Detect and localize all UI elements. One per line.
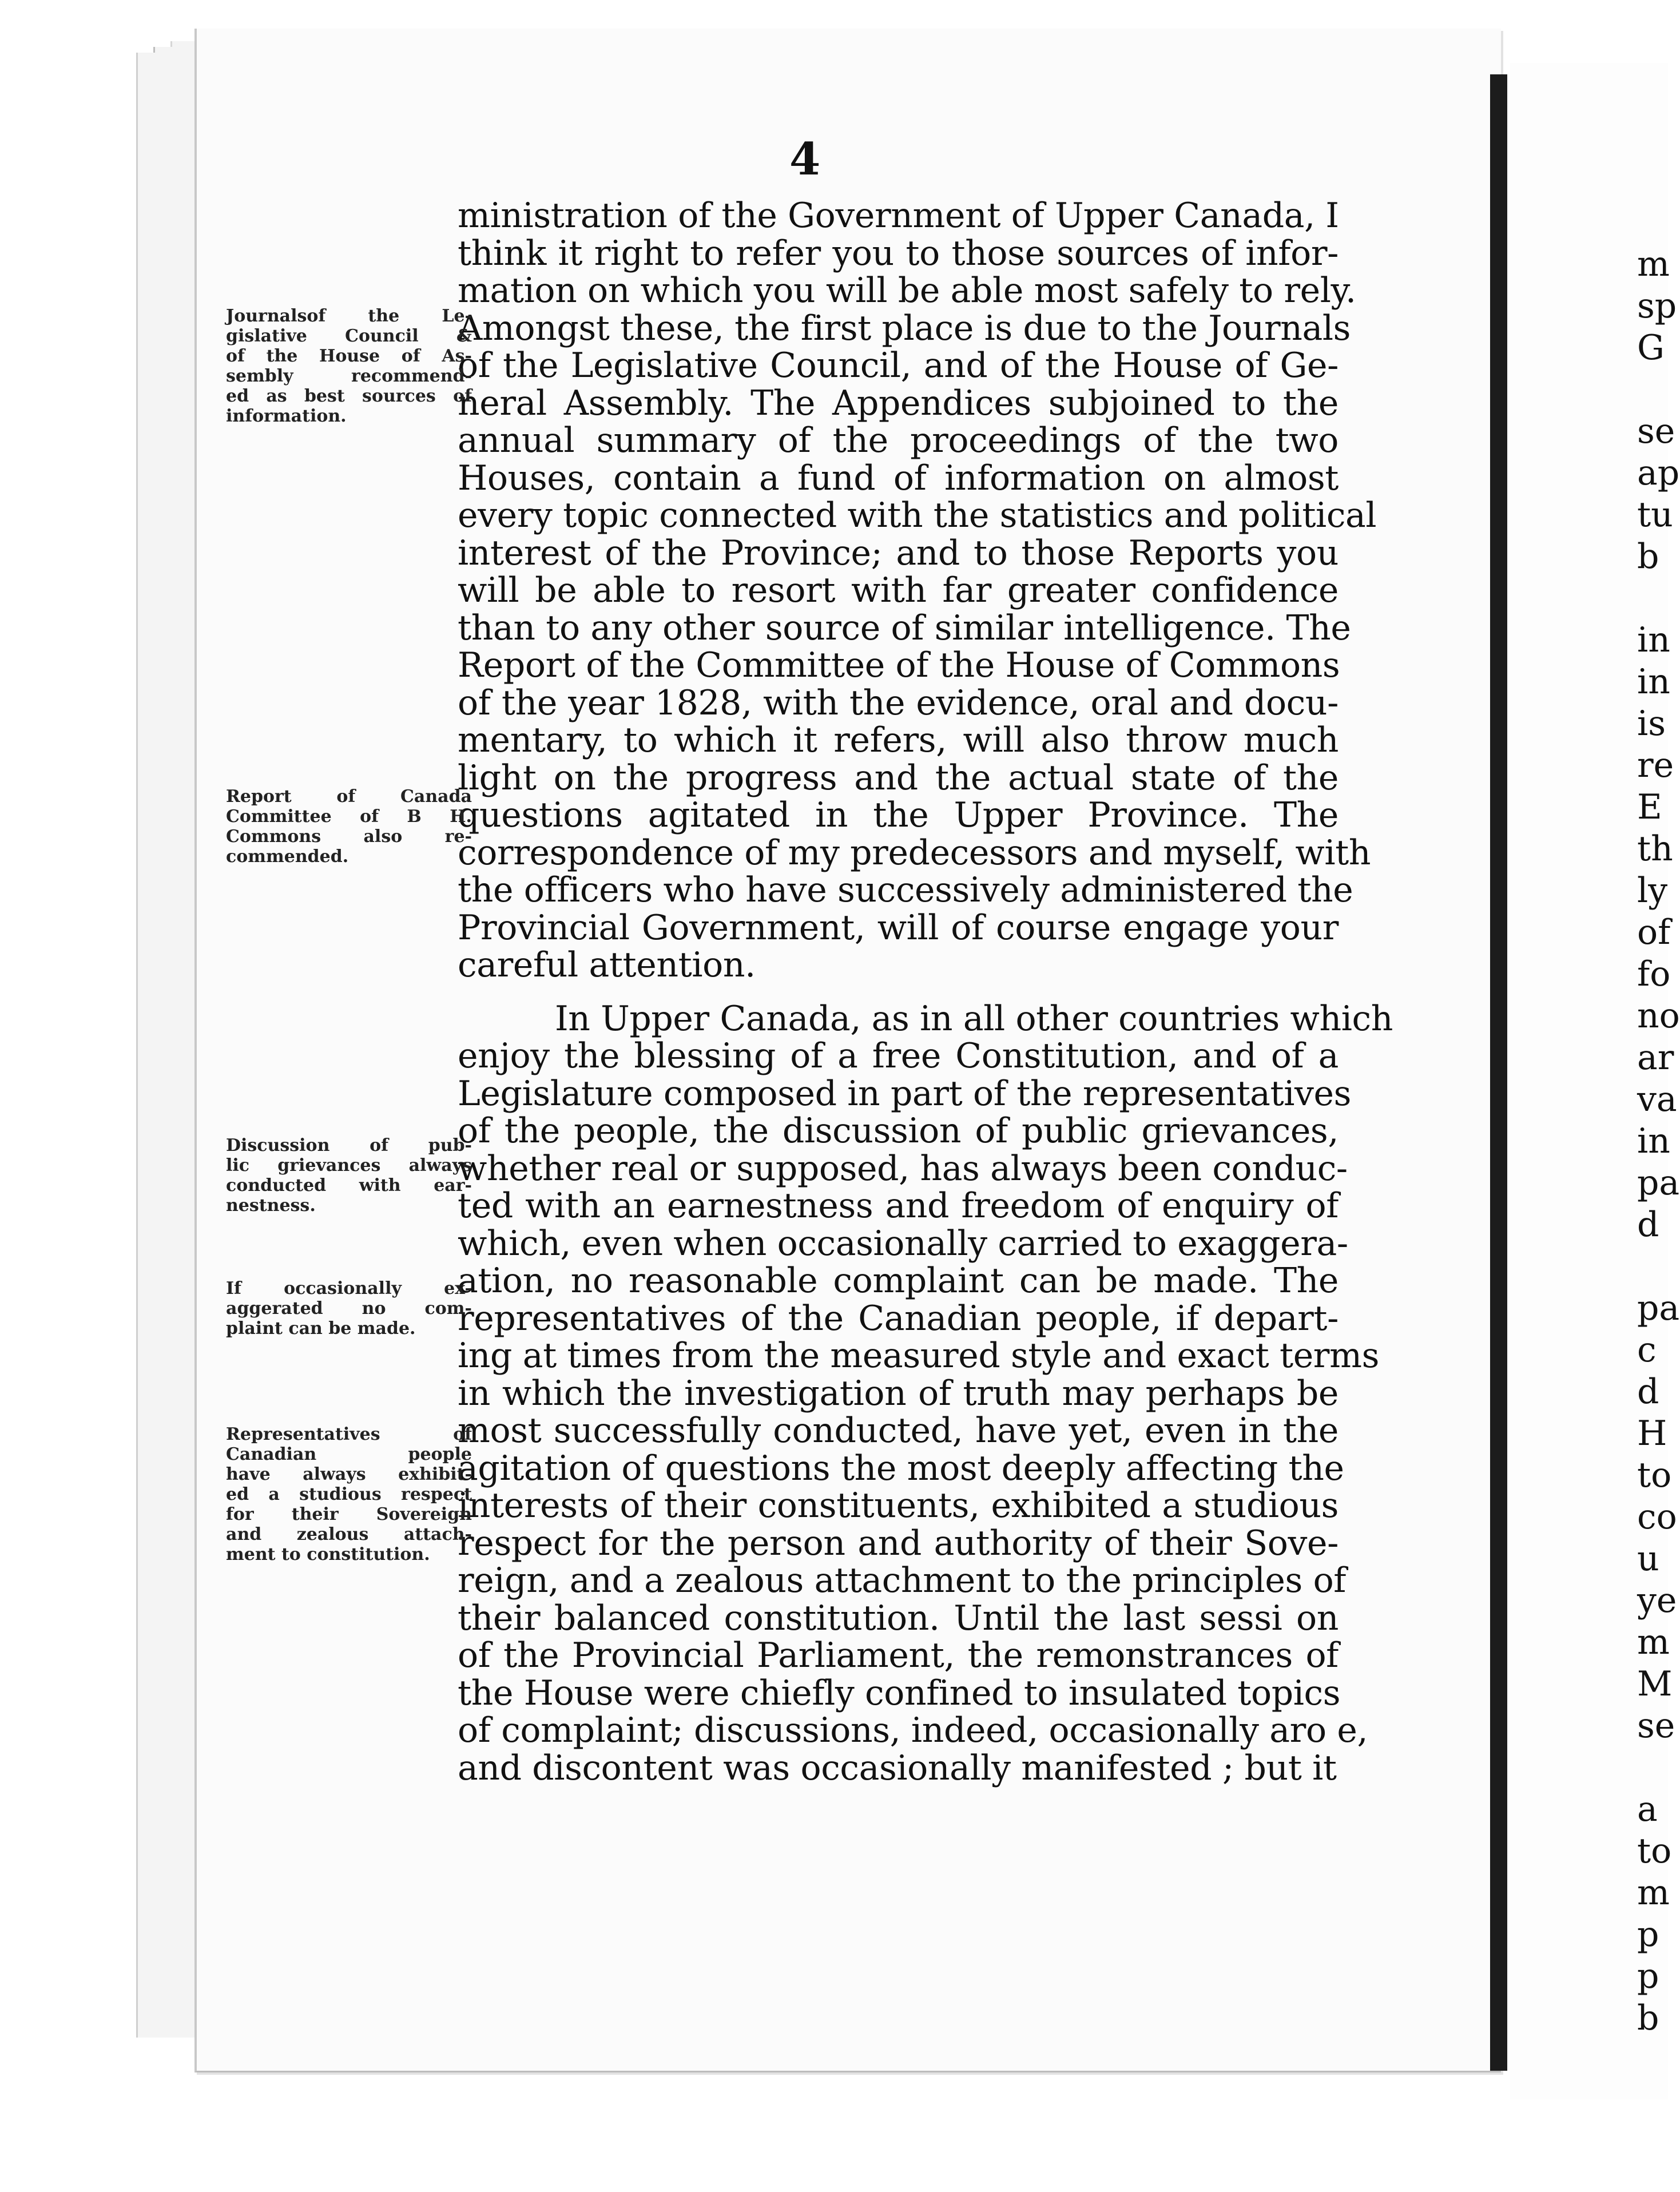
text-line: the House were chiefly confined to insulated topics <box>458 1673 1341 1713</box>
text-line: ministration of the Government of Upper Canada, I <box>458 196 1339 236</box>
text-line: In Upper Canada, as in all other countries which <box>555 998 1393 1039</box>
facing-page-fragment: p <box>1637 1956 1659 1996</box>
text-line: reign, and a zealous attachment to the principles of <box>458 1560 1347 1601</box>
margin-note-line: aggerated no com- <box>226 1298 472 1319</box>
text-line: questions agitated in the Upper Province. The <box>458 795 1339 835</box>
facing-page-fragment: ap <box>1637 453 1680 493</box>
facing-page-fragment: re <box>1637 745 1674 785</box>
facing-page-fragment: th <box>1637 829 1673 869</box>
facing-page-fragment: fo <box>1637 954 1671 994</box>
facing-page-fragment: co <box>1637 1497 1677 1537</box>
facing-page-fragment: tu <box>1637 495 1673 535</box>
margin-note-line: lic grievances always <box>226 1155 472 1176</box>
margin-note-line: commended. <box>226 847 349 867</box>
text-line: most successfully conducted, have yet, even in the <box>458 1411 1339 1451</box>
facing-page-fragment: pa <box>1637 1288 1680 1328</box>
text-line: interests of their constituents, exhibited a studious <box>458 1486 1339 1526</box>
text-line: their balanced constitution. Until the last sessi on <box>458 1598 1339 1638</box>
paragraph <box>458 196 1377 985</box>
facing-page-fragment: ly <box>1637 871 1668 911</box>
text-line: Legislature composed in part of the representatives <box>458 1073 1352 1114</box>
text-line: will be able to resort with far greater confidence <box>458 570 1339 610</box>
text-line: Houses, contain a fund of information on almost <box>458 458 1339 498</box>
margin-note-line: Report of Canada <box>226 787 472 807</box>
text-line: interest of the Province; and to those Reports you <box>458 533 1339 573</box>
facing-page-fragment: to <box>1637 1831 1672 1871</box>
margin-note-line: for their Sovereign <box>226 1504 472 1524</box>
margin-note <box>226 1424 472 1564</box>
book-gutter <box>1490 74 1507 2071</box>
text-line: Report of the Committee of the House of Commons <box>458 645 1340 685</box>
margin-note-line: If occasionally ex- <box>226 1278 472 1298</box>
text-line: of the year 1828, with the evidence, oral and docu- <box>458 682 1339 723</box>
text-line: correspondence of my predecessors and myself, with <box>458 832 1371 873</box>
margin-note-line: Committee of B H. <box>226 807 472 827</box>
text-line: which, even when occasionally carried to exaggera- <box>458 1223 1348 1264</box>
text-line: and discontent was occasionally manifested ; but it <box>458 1748 1337 1788</box>
facing-page-fragment: pa <box>1637 1163 1680 1203</box>
text-line: mentary, to which it refers, will also throw much <box>458 720 1339 760</box>
facing-page-fragment: sp <box>1637 286 1677 326</box>
margin-note-line: ed a studious respect <box>226 1484 472 1504</box>
margin-note-line: ment to constitution. <box>226 1544 430 1564</box>
facing-page-fragment: in <box>1637 620 1670 660</box>
text-line: ation, no reasonable complaint can be made. The <box>458 1261 1339 1301</box>
margin-note <box>226 1278 472 1339</box>
margin-note-line: information. <box>226 406 347 426</box>
text-line: neral Assembly. The Appendices subjoined to the <box>458 383 1339 423</box>
margin-note-line: Representatives of <box>226 1424 472 1444</box>
margin-note <box>226 1135 472 1216</box>
facing-page-fragment: H <box>1637 1413 1667 1454</box>
margin-note-line: of the House of As- <box>226 346 472 366</box>
margin-note-line: sembly recommend- <box>226 366 472 386</box>
margin-note-line: gislative Council & <box>226 326 472 346</box>
text-line: light on the progress and the actual state of the <box>458 757 1339 798</box>
body-text <box>458 196 1393 1788</box>
text-line: think it right to refer you to those sources of infor- <box>458 233 1339 273</box>
text-line: Amongst these, the first place is due to the Journals <box>458 308 1351 348</box>
facing-page-fragment: c <box>1637 1330 1657 1370</box>
text-line: agitation of questions the most deeply affecting the <box>458 1448 1344 1488</box>
facing-page-fragment: m <box>1637 244 1670 284</box>
margin-note-line: Commons also re- <box>226 827 472 847</box>
text-line: representatives of the Canadian people, if depart- <box>458 1298 1339 1339</box>
facing-page-fragment: G <box>1637 328 1665 368</box>
facing-page-fragment: se <box>1637 1706 1675 1746</box>
facing-page-fragment: to <box>1637 1455 1672 1495</box>
text-line: ing at times from the measured style and exact terms <box>458 1336 1379 1376</box>
facing-page-fragment: b <box>1637 1998 1659 2038</box>
text-line: than to any other source of similar intelligence. The <box>458 607 1351 648</box>
page-number: 4 <box>789 133 821 185</box>
facing-page-fragment: ye <box>1637 1581 1677 1621</box>
facing-page-fragment: d <box>1637 1205 1659 1245</box>
text-line: mation on which you will be able most safely to rely. <box>458 271 1356 311</box>
facing-page-fragment: d <box>1637 1372 1659 1412</box>
text-line: Provincial Government, will of course engage your <box>458 907 1339 948</box>
facing-page-fragment: is <box>1637 704 1666 744</box>
paragraph <box>458 998 1393 1788</box>
facing-page-fragment: E <box>1637 787 1662 827</box>
margin-note-line: have always exhibit- <box>226 1464 472 1484</box>
facing-page-fragment: in <box>1637 662 1670 702</box>
facing-page-fragment: ar <box>1637 1038 1674 1078</box>
margin-note-line: and zealous attach- <box>226 1524 472 1544</box>
facing-page-fragment: of <box>1637 912 1671 952</box>
facing-page-fragment: M <box>1637 1664 1673 1704</box>
margin-note <box>226 306 472 426</box>
text-line: ted with an earnestness and freedom of enquiry of <box>458 1186 1339 1226</box>
facing-page-fragment: m <box>1637 1622 1670 1662</box>
text-line: of the Provincial Parliament, the remonstrances of <box>458 1635 1339 1675</box>
facing-page-fragment: se <box>1637 411 1675 451</box>
margin-note-line: Discussion of pub- <box>226 1135 472 1155</box>
facing-page-fragment: a <box>1637 1789 1658 1829</box>
text-line: of the people, the discussion of public grievances, <box>458 1111 1339 1151</box>
facing-page-fragment: b <box>1637 537 1659 577</box>
facing-page-fragment: va <box>1637 1079 1677 1119</box>
text-line: enjoy the blessing of a free Constitution, and of a <box>458 1036 1339 1076</box>
facing-page-fragment: no <box>1637 996 1680 1036</box>
text-line: respect for the person and authority of their Sove- <box>458 1523 1339 1563</box>
margin-note-line: conducted with ear- <box>226 1176 472 1196</box>
margin-note-line: Canadian people <box>226 1444 472 1464</box>
text-line: of the Legislative Council, and of the House of Ge- <box>458 346 1339 386</box>
text-line: annual summary of the proceedings of the two <box>458 420 1339 460</box>
facing-page-fragment: u <box>1637 1539 1659 1579</box>
facing-page-fragment: m <box>1637 1873 1670 1913</box>
facing-page-fragment: in <box>1637 1121 1670 1161</box>
margin-note-line: nestness. <box>226 1196 316 1216</box>
text-line: the officers who have successively administered the <box>458 870 1353 910</box>
margin-note-line: plaint can be made. <box>226 1319 416 1339</box>
text-line: careful attention. <box>458 945 756 985</box>
text-line: of complaint; discussions, indeed, occasionally aro e, <box>458 1710 1368 1750</box>
facing-page-fragment: p <box>1637 1915 1659 1955</box>
margin-note-line: Journalsof the Le- <box>226 306 472 326</box>
text-line: every topic connected with the statistics and political <box>458 495 1377 535</box>
margin-note-line: ed as best sources of <box>226 386 472 406</box>
text-line: whether real or supposed, has always been conduc- <box>458 1148 1348 1189</box>
margin-note <box>226 787 472 867</box>
text-line: in which the investigation of truth may perhaps be <box>458 1373 1339 1413</box>
